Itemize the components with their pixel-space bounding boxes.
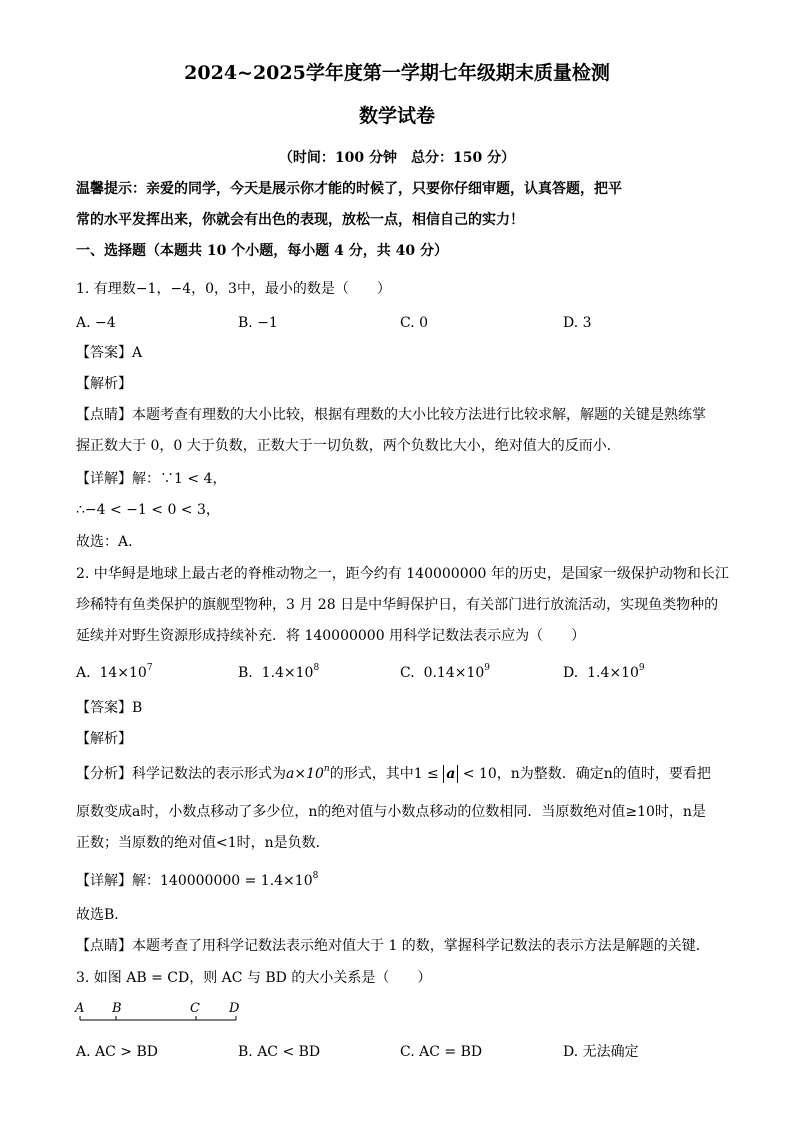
- q3-point-a-label: A: [75, 1001, 85, 1016]
- q2-option-a: A. $14\times 10^7$: [76, 663, 153, 681]
- q2-stem-line-2: 珍稀特有鱼类保护的旗舰型物种，3 月 28 日是中华鲟保护日，有关部门进行放流活动，实现鱼类物种的: [76, 597, 719, 613]
- q1-detail-line-2: ∴−4 < −1 < 0 < 3，: [76, 502, 220, 518]
- q2-detail: 【详解】解：$140000000 = 1.4\times 10^8$: [76, 871, 319, 889]
- q3-point-d-label: D: [229, 1001, 240, 1016]
- q1-option-c: C. 0: [400, 315, 429, 331]
- q1-stem: 1. 有理数−1，−4，0，3中，最小的数是（ ）: [76, 281, 391, 297]
- q1-conclusion: 故选：A．: [76, 534, 143, 550]
- q1-option-d: D. 3: [563, 315, 592, 331]
- q1-answer: 【答案】A: [76, 345, 143, 361]
- exam-time-info: （时间：100 分钟 总分：150 分）: [278, 150, 516, 166]
- q3-stem: 3. 如图 AB = CD，则 AC 与 BD 的大小关系是（ ）: [76, 970, 432, 986]
- q2-option-d: D. $1.4\times 10^9$: [563, 663, 645, 681]
- q2-stem-line-1: 2. 中华鲟是地球上最古老的脊椎动物之一，距今约有 140000000 年的历史，是国家一级保护动物和长江: [76, 566, 729, 582]
- q2-fenxi-line-2: 原数变成a时，小数点移动了多少位，n的绝对值与小数点移动的位数相同．当原数绝对值≥10时，n是: [76, 804, 706, 820]
- q2-comment: 【点睛】本题考查了用科学记数法表示绝对值大于 1 的数，掌握科学记数法的表示方法是解题的关键．: [76, 938, 710, 954]
- q2-option-c: C. $0.14\times 10^9$: [400, 663, 491, 681]
- q1-detail-line-1: 【详解】解：∵1 < 4，: [76, 471, 227, 487]
- exam-subject: 数学试卷: [358, 105, 435, 127]
- q1-option-a: A. −4: [76, 315, 116, 331]
- q1-comment-line-2: 握正数大于 0，0 大于负数，正数大于一切负数，两个负数比大小，绝对值大的反而小．: [76, 438, 621, 454]
- q3-point-c-label: C: [190, 1001, 200, 1016]
- q2-answer: 【答案】B: [76, 700, 143, 716]
- q2-fenxi-line-1: 【分析】科学记数法的表示形式为$a\times 10^n$的形式，其中1 ≤ a < 10，n为整数．确定n的值时，要看把: [76, 764, 711, 782]
- q2-stem-line-3: 延续并对野生资源形成持续补充．将 140000000 用科学记数法表示应为（ ）: [76, 628, 586, 644]
- q2-analysis-label: 【解析】: [76, 731, 132, 747]
- tip-line-2: 常的水平发挥出来，你就会有出色的表现，放松一点，相信自己的实力！: [76, 212, 524, 228]
- q2-option-b: B. $1.4\times 10^8$: [238, 663, 320, 681]
- q2-conclusion: 故选B．: [76, 907, 129, 923]
- q1-analysis-label: 【解析】: [76, 376, 132, 392]
- q3-point-b-label: B: [112, 1001, 122, 1016]
- q1-option-b: B. −1: [238, 315, 278, 331]
- q3-option-d: D. 无法确定: [563, 1044, 639, 1060]
- q1-comment-line-1: 【点睛】本题考查有理数的大小比较，根据有理数的大小比较方法进行比较求解，解题的关键是熟练掌: [76, 407, 706, 423]
- section-heading: 一、选择题（本题共 10 个小题，每小题 4 分，共 40 分）: [76, 243, 448, 259]
- q2-fenxi-line-3: 正数；当原数的绝对值<1时，n是负数．: [76, 835, 330, 851]
- q3-option-a: A. AC > BD: [76, 1044, 158, 1060]
- q3-option-b: B. AC < BD: [238, 1044, 321, 1060]
- q3-option-c: C. AC = BD: [400, 1044, 483, 1060]
- q3-line-segment-figure: [70, 998, 250, 1030]
- exam-title: 2024~2025学年度第一学期七年级期末质量检测: [184, 62, 610, 84]
- tip-line-1: 温馨提示：亲爱的同学，今天是展示你才能的时候了，只要你仔细审题，认真答题，把平: [76, 181, 622, 197]
